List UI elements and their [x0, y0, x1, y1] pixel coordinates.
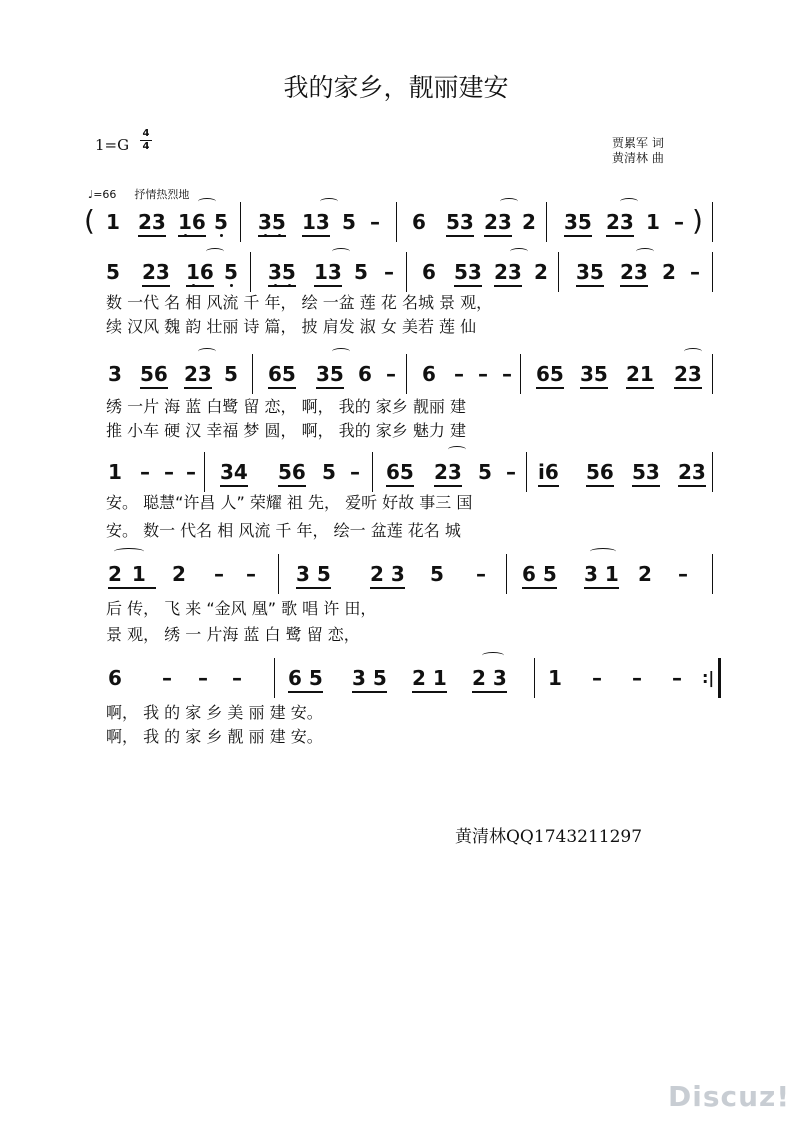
note-token: 65	[386, 460, 414, 487]
note-token: 53	[446, 210, 474, 237]
score-row-5	[80, 554, 730, 596]
note-token: 3	[108, 362, 122, 386]
barline	[546, 202, 547, 242]
note-token: –	[592, 666, 602, 690]
note-token: 13	[314, 260, 342, 287]
note-token: 16	[178, 210, 206, 237]
note-token: 35	[258, 210, 286, 237]
note-token: 35	[564, 210, 592, 237]
note-token: 35	[316, 362, 344, 389]
note-token: 53	[632, 460, 660, 487]
note-token: –	[674, 210, 684, 234]
tie-arc	[198, 348, 216, 355]
barline	[506, 554, 507, 594]
note-token: 1	[108, 460, 122, 484]
barline	[250, 252, 251, 292]
note-token: 2	[534, 260, 548, 284]
note-token: 23	[620, 260, 648, 287]
time-signature	[140, 129, 152, 152]
note-token: 23	[606, 210, 634, 237]
note-token: –	[454, 362, 464, 386]
note-token: 5	[106, 260, 120, 284]
note-token: –	[384, 260, 394, 284]
barline	[406, 354, 407, 394]
note-token: )	[692, 204, 703, 237]
tie-arc	[500, 198, 518, 205]
barline	[558, 252, 559, 292]
note-token: 6	[422, 260, 436, 284]
page-title: 我的家乡，靓丽建安	[283, 73, 509, 102]
note-token: 65	[268, 362, 296, 389]
note-token: 5	[478, 460, 492, 484]
note-token: 5	[224, 260, 238, 284]
barline	[712, 252, 713, 292]
low-octave-dot	[192, 284, 195, 287]
note-token: –	[386, 362, 396, 386]
note-token: –	[502, 362, 512, 386]
tempo-marking	[88, 186, 189, 202]
note-token: i6	[538, 460, 559, 487]
note-token: 23	[184, 362, 212, 389]
expression-mark: 抒情热烈地	[134, 188, 190, 201]
note-token: –	[162, 666, 172, 690]
tie-arc	[482, 652, 504, 659]
note-token: 2 1	[412, 666, 447, 693]
note-token: –	[214, 562, 224, 586]
tie-arc	[332, 248, 350, 255]
low-octave-dot	[274, 284, 277, 287]
note-token: 23	[678, 460, 706, 487]
note-token: (	[84, 204, 95, 237]
score-row-4	[80, 452, 730, 494]
barline	[526, 452, 527, 492]
note-token: –	[690, 260, 700, 284]
note-token: 23	[142, 260, 170, 287]
note-token: –	[478, 362, 488, 386]
tie-arc	[620, 198, 638, 205]
note-token: 2 3	[472, 666, 507, 693]
note-token: 6	[422, 362, 436, 386]
barline	[278, 554, 279, 594]
barline	[712, 452, 713, 492]
note-token: 35	[576, 260, 604, 287]
watermark-logo: Discuz!	[668, 1080, 791, 1113]
low-octave-dot	[264, 234, 267, 237]
note-token: –	[632, 666, 642, 690]
repeat-sign: :|	[702, 668, 715, 687]
signature: 黄清林QQ1743211297	[455, 827, 643, 847]
note-token: –	[164, 460, 174, 484]
note-token: –	[232, 666, 242, 690]
tie-arc	[448, 446, 466, 453]
tie-arc	[590, 548, 616, 555]
note-token: –	[246, 562, 256, 586]
credits	[612, 136, 664, 166]
low-octave-dot	[230, 284, 233, 287]
note-token: 5	[354, 260, 368, 284]
note-token: 1	[646, 210, 660, 234]
note-token: –	[186, 460, 196, 484]
note-token: 2	[172, 562, 186, 586]
note-token: 56	[278, 460, 306, 487]
tie-arc	[684, 348, 702, 355]
note-token: 5	[224, 362, 238, 386]
note-token: 5	[342, 210, 356, 234]
note-token: 1	[548, 666, 562, 690]
barline	[718, 658, 721, 698]
note-token: 6	[358, 362, 372, 386]
note-token: –	[370, 210, 380, 234]
score-row-2	[80, 252, 730, 294]
tie-arc	[510, 248, 528, 255]
barline	[520, 354, 521, 394]
barline	[406, 252, 407, 292]
tie-arc	[206, 248, 224, 255]
note-token: 35	[268, 260, 296, 287]
note-token: 65	[536, 362, 564, 389]
note-token: 56	[140, 362, 168, 389]
note-token: 56	[586, 460, 614, 487]
key-signature: 1=G	[95, 136, 130, 154]
tie-arc	[114, 548, 144, 555]
barline	[372, 452, 373, 492]
note-token: –	[506, 460, 516, 484]
note-token: 53	[454, 260, 482, 287]
barline	[534, 658, 535, 698]
barline	[396, 202, 397, 242]
note-token: 3 1	[584, 562, 619, 589]
note-token: 3 5	[352, 666, 387, 693]
note-token: 6	[412, 210, 426, 234]
low-octave-dot	[288, 284, 291, 287]
note-token: –	[350, 460, 360, 484]
note-token: –	[198, 666, 208, 690]
tie-arc	[332, 348, 350, 355]
note-token: 5	[214, 210, 228, 234]
note-token: 6	[108, 666, 122, 690]
barline	[204, 452, 205, 492]
tie-arc	[320, 198, 338, 205]
note-token: 35	[580, 362, 608, 389]
note-token: 16	[186, 260, 214, 287]
time-sig-top: 4	[142, 128, 150, 139]
note-token: 3 5	[296, 562, 331, 589]
score-row-3	[80, 354, 730, 396]
barline	[240, 202, 241, 242]
composer-credit: 黄清林 曲	[612, 151, 664, 165]
note-token: 1	[106, 210, 120, 234]
note-token: –	[476, 562, 486, 586]
note-token: –	[140, 460, 150, 484]
note-token: 13	[302, 210, 330, 237]
note-token: 6 5	[522, 562, 557, 589]
note-token: 5	[322, 460, 336, 484]
barline	[252, 354, 253, 394]
note-token: –	[672, 666, 682, 690]
score-row-1	[80, 202, 730, 244]
note-token: 5	[430, 562, 444, 586]
note-token: 2	[662, 260, 676, 284]
note-token: 23	[494, 260, 522, 287]
low-octave-dot	[278, 234, 281, 237]
note-token: 23	[484, 210, 512, 237]
note-token: 23	[674, 362, 702, 389]
note-token: 21	[108, 562, 156, 589]
note-token: 21	[626, 362, 654, 389]
tempo-value: ♩=66	[88, 188, 117, 201]
time-sig-bottom: 4	[142, 141, 150, 152]
low-octave-dot	[220, 234, 223, 237]
note-token: 2 3	[370, 562, 405, 589]
low-octave-dot	[184, 234, 187, 237]
note-token: 23	[434, 460, 462, 487]
note-token: 23	[138, 210, 166, 237]
barline	[712, 202, 713, 242]
lyricist-credit: 贾累军 词	[612, 136, 664, 150]
tie-arc	[636, 248, 654, 255]
note-token: 34	[220, 460, 248, 487]
barline	[712, 554, 713, 594]
note-token: 2	[638, 562, 652, 586]
note-token: 6 5	[288, 666, 323, 693]
note-token: 2	[522, 210, 536, 234]
score-row-6	[80, 658, 730, 700]
tie-arc	[198, 198, 216, 205]
note-token: –	[678, 562, 688, 586]
barline	[712, 354, 713, 394]
barline	[274, 658, 275, 698]
